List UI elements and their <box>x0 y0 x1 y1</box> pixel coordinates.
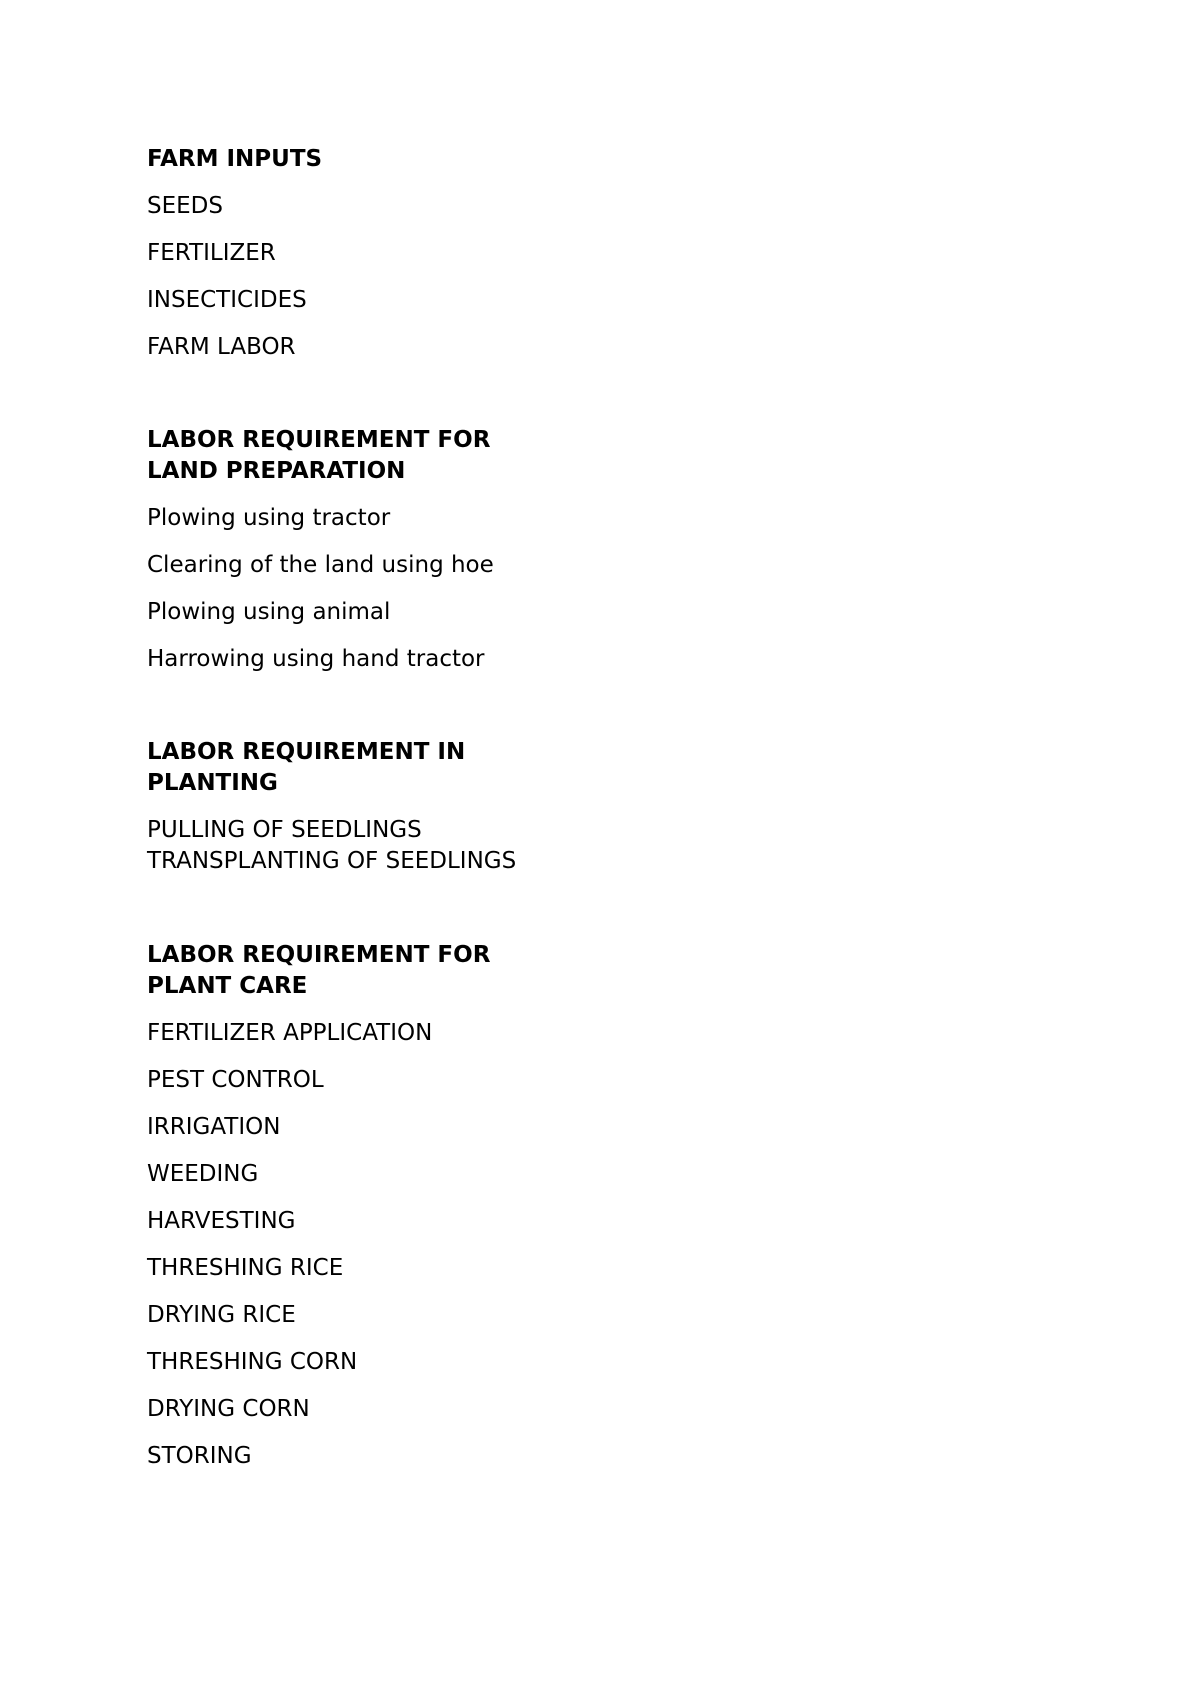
list-item: TRANSPLANTING OF SEEDLINGS <box>147 848 517 874</box>
section-land-preparation <box>147 425 747 675</box>
list-item: SEEDS <box>147 193 223 219</box>
section-heading-line: LAND PREPARATION <box>147 458 406 484</box>
section-planting <box>147 737 747 877</box>
list-item: DRYING RICE <box>147 1302 296 1328</box>
list-item: HARVESTING <box>147 1208 296 1234</box>
list-item: PEST CONTROL <box>147 1067 324 1093</box>
section-heading: FARM INPUTS <box>147 146 323 172</box>
section-heading-line: PLANTING <box>147 770 278 796</box>
list-item: THRESHING RICE <box>147 1255 344 1281</box>
list-item: FARM LABOR <box>147 334 296 360</box>
list-item: FERTILIZER APPLICATION <box>147 1020 433 1046</box>
list-item: Plowing using animal <box>147 599 391 625</box>
list-item: STORING <box>147 1443 252 1469</box>
section-heading-line: LABOR REQUIREMENT FOR <box>147 427 491 453</box>
list-item: IRRIGATION <box>147 1114 281 1140</box>
list-item: Clearing of the land using hoe <box>147 552 494 578</box>
list-item: Harrowing using hand tractor <box>147 646 485 672</box>
list-item: FERTILIZER <box>147 240 276 266</box>
list-item: DRYING CORN <box>147 1396 310 1422</box>
list-item: THRESHING CORN <box>147 1349 358 1375</box>
section-heading-line: LABOR REQUIREMENT IN <box>147 739 466 765</box>
section-plant-care <box>147 940 747 1472</box>
list-item: Plowing using tractor <box>147 505 391 531</box>
list-item: INSECTICIDES <box>147 287 307 313</box>
section-farm-inputs <box>147 144 747 363</box>
section-heading-line: PLANT CARE <box>147 973 308 999</box>
section-heading-line: LABOR REQUIREMENT FOR <box>147 942 491 968</box>
list-item: WEEDING <box>147 1161 259 1187</box>
list-item: PULLING OF SEEDLINGS <box>147 817 422 843</box>
